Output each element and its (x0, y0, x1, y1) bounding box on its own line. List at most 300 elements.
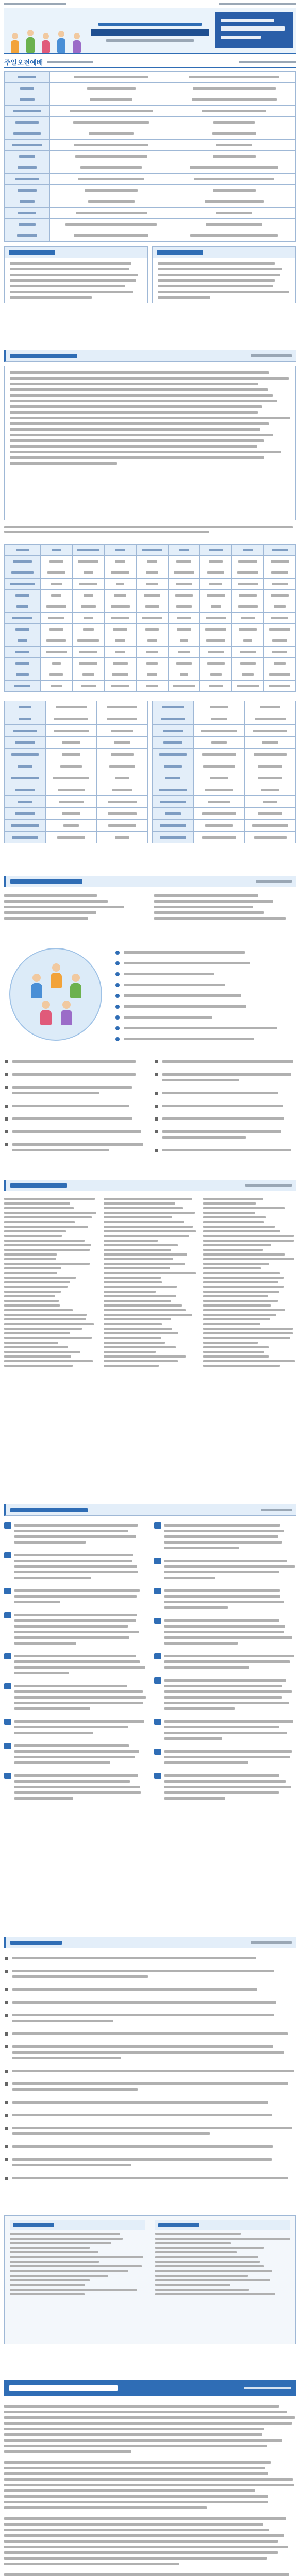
table-cell (200, 669, 232, 681)
text-line (158, 274, 280, 276)
text-line (263, 801, 277, 803)
text-line (14, 1524, 138, 1527)
item-text (12, 2098, 296, 2107)
ministry-list-item (115, 990, 296, 1001)
table-cell (245, 749, 296, 760)
text-line (10, 2265, 142, 2267)
table-cell (105, 647, 137, 658)
sub-box-text (10, 2233, 145, 2295)
section-header (4, 350, 296, 362)
table-cell (173, 94, 296, 106)
item-text (12, 1083, 146, 1097)
figure-icon (26, 30, 35, 53)
item-text (12, 1101, 146, 1110)
table-cell (105, 545, 137, 556)
table-cell (169, 635, 201, 647)
table-cell (105, 681, 137, 692)
text-line (48, 617, 64, 619)
table-row (5, 162, 296, 174)
text-line (144, 594, 161, 597)
table-cell (46, 820, 97, 832)
bullet-icon (115, 994, 120, 998)
text-line (269, 673, 290, 676)
list-item (4, 2066, 296, 2075)
number-badge (154, 1653, 161, 1659)
text-line (203, 1351, 264, 1353)
table-cell (173, 117, 296, 128)
item-text (12, 1954, 296, 1962)
bullet-icon (5, 2070, 8, 2073)
list-item (4, 1083, 146, 1097)
text-line (164, 1619, 279, 1622)
list-item (4, 2042, 296, 2062)
text-line (62, 741, 81, 744)
text-line (4, 526, 293, 528)
number-badge (4, 1612, 11, 1618)
list-item (4, 1551, 146, 1582)
text-line (164, 1726, 279, 1728)
text-line (20, 200, 34, 203)
text-line (4, 2472, 268, 2475)
text-line (164, 1737, 222, 1740)
text-line (10, 279, 136, 282)
table-cell (153, 749, 194, 760)
text-line (164, 1589, 280, 1592)
text-line (14, 1786, 140, 1788)
text-line (164, 1690, 292, 1693)
text-line (4, 2467, 265, 2469)
text-line (4, 1304, 60, 1307)
text-line (203, 1360, 295, 1362)
item-text (14, 1741, 146, 1767)
text-line (18, 166, 36, 169)
text-line (104, 1295, 176, 1297)
text-line (269, 685, 290, 687)
number-badge (154, 1749, 161, 1755)
table-cell (194, 820, 245, 832)
text-line (104, 1249, 171, 1251)
text-line (10, 383, 258, 385)
text-line (4, 1230, 66, 1232)
table-cell (46, 749, 97, 760)
list-item (4, 2079, 296, 2094)
meeting-list (4, 891, 296, 923)
item-text (14, 1717, 146, 1737)
text-line (254, 836, 287, 839)
text-line (107, 718, 137, 720)
text-line (104, 1365, 159, 1367)
table-cell (232, 601, 264, 613)
text-line (4, 1332, 70, 1334)
text-line (203, 765, 235, 768)
text-line (252, 824, 288, 827)
number-badge (154, 1558, 161, 1564)
bullet-icon (5, 2082, 8, 2086)
text-line (12, 2057, 121, 2059)
table-row (5, 185, 296, 196)
text-line (82, 673, 94, 676)
text-line (10, 2284, 85, 2286)
text-line (111, 571, 129, 574)
item-text (12, 1114, 146, 1123)
text-line (4, 2489, 255, 2492)
text-line (62, 753, 81, 756)
text-line (203, 1314, 276, 1316)
text-line (155, 2270, 272, 2272)
text-line (12, 1149, 109, 1151)
item-text (12, 2011, 296, 2025)
text-line (15, 594, 29, 597)
worship-order-table (4, 71, 296, 242)
section-title (10, 879, 82, 884)
text-line (213, 121, 255, 124)
text-line (203, 1309, 285, 1311)
text-line (4, 2422, 292, 2425)
table-cell (73, 624, 105, 635)
list-item (4, 1967, 296, 1981)
table-cell (105, 556, 137, 567)
bullet-icon (5, 2145, 8, 2148)
text-line (104, 1309, 186, 1311)
table-cell (97, 772, 148, 784)
text-line (238, 605, 258, 608)
text-line (14, 1660, 140, 1663)
number-badge (4, 1552, 11, 1558)
table-row (5, 590, 296, 601)
text-line (14, 1614, 137, 1616)
text-line (210, 777, 229, 779)
table-cell (169, 624, 201, 635)
text-line (10, 428, 260, 431)
section-title (10, 1508, 88, 1512)
item-text (162, 1089, 296, 1097)
text-line (164, 1791, 279, 1794)
text-line (205, 200, 264, 203)
text-line (11, 824, 39, 827)
text-line (20, 98, 35, 101)
text-line (15, 121, 39, 124)
text-line (164, 1625, 285, 1628)
text-line (158, 268, 282, 270)
text-line (104, 1253, 187, 1256)
list-item (4, 1652, 146, 1677)
table-cell (46, 737, 97, 749)
text-line (13, 730, 37, 732)
table-cell (264, 545, 296, 556)
table-cell (245, 796, 296, 808)
text-line (158, 285, 273, 287)
item-text (14, 1611, 146, 1648)
text-line (4, 1226, 88, 1228)
table-cell (137, 613, 169, 624)
text-line (12, 2014, 274, 2016)
article-body (4, 2402, 296, 2576)
table-cell (41, 624, 73, 635)
bullet-icon (115, 1015, 120, 1020)
text-line (12, 2032, 288, 2035)
text-line (155, 2289, 249, 2291)
text-line (164, 1530, 284, 1532)
text-line (164, 1702, 289, 1704)
item-text (162, 1057, 296, 1066)
sub-box-column (10, 2220, 145, 2340)
text-line (209, 583, 222, 585)
table-row (5, 796, 148, 808)
text-line (70, 110, 153, 112)
table-row (5, 647, 296, 658)
table-cell (169, 681, 201, 692)
numbered-list-right (154, 1521, 296, 1807)
table-cell (137, 579, 169, 590)
table-cell (200, 681, 232, 692)
table-cell (97, 737, 148, 749)
text-line (4, 1221, 75, 1223)
list-item (4, 2011, 296, 2025)
text-line (4, 2534, 284, 2537)
item-text (12, 1967, 296, 1981)
text-line (176, 605, 192, 608)
table-cell (232, 579, 264, 590)
text-line (4, 2428, 264, 2430)
text-line (274, 605, 286, 608)
table-cell (97, 760, 148, 772)
table-cell (50, 196, 173, 208)
table-cell (50, 83, 173, 94)
text-line (203, 1216, 266, 1218)
table-row (5, 117, 296, 128)
table-cell (5, 72, 50, 83)
text-line (13, 560, 32, 563)
table-cell (97, 808, 148, 820)
church-name-line (221, 19, 274, 22)
bullet-icon (5, 2114, 8, 2117)
table-cell (153, 737, 194, 749)
number-badge (4, 1773, 11, 1779)
text-line (207, 594, 225, 597)
text-line (147, 560, 158, 563)
text-line (213, 155, 256, 158)
sub-box-header (155, 2220, 290, 2230)
list-item (4, 2124, 296, 2138)
text-line (12, 1086, 132, 1089)
item-text (164, 1556, 296, 1582)
text-line (203, 1286, 284, 1288)
table-cell (264, 635, 296, 647)
item-text (164, 1652, 296, 1672)
text-line (164, 1666, 249, 1669)
text-line (85, 189, 138, 192)
table-cell (264, 681, 296, 692)
table-cell (97, 820, 148, 832)
table-cell (5, 196, 50, 208)
table-cell (194, 808, 245, 820)
text-line (203, 1267, 261, 1269)
text-line (10, 439, 264, 442)
text-line (175, 594, 193, 597)
table-cell (173, 208, 296, 219)
text-line (180, 639, 188, 642)
table-cell (41, 681, 73, 692)
text-line (4, 531, 209, 533)
table-cell (5, 658, 41, 669)
text-line (10, 2238, 123, 2240)
text-line (14, 1672, 69, 1674)
text-line (162, 1060, 293, 1063)
text-line (4, 1351, 80, 1353)
text-line (4, 1253, 57, 1256)
table-cell (264, 613, 296, 624)
text-line (203, 1365, 280, 1367)
table-cell (245, 832, 296, 843)
text-line (237, 571, 258, 574)
text-line (164, 1750, 292, 1753)
text-line (87, 87, 136, 90)
item-text (14, 1551, 146, 1582)
list-item (154, 1114, 296, 1123)
text-line (261, 789, 278, 791)
meeting-list-right (154, 891, 296, 923)
text-line (12, 2145, 273, 2148)
table-cell (5, 162, 50, 174)
text-line (12, 2101, 268, 2104)
text-line (12, 1975, 148, 1978)
text-line (202, 110, 266, 112)
reading-column (203, 1195, 296, 1369)
table-cell (264, 601, 296, 613)
text-line (10, 2279, 90, 2281)
bullet-icon (115, 1037, 120, 1041)
bullet-icon (155, 1105, 158, 1108)
table-cell (232, 635, 264, 647)
text-line (203, 1221, 264, 1223)
table-cell (173, 174, 296, 185)
text-line (211, 718, 227, 720)
text-line (81, 605, 96, 608)
bullet-icon (5, 1957, 8, 1960)
info-box-header (153, 247, 295, 258)
text-line (18, 212, 36, 214)
text-line (52, 549, 62, 551)
text-line (147, 639, 157, 642)
text-line (12, 2132, 210, 2135)
table-cell (41, 545, 73, 556)
ministry-list-item (115, 958, 296, 969)
table-cell (137, 669, 169, 681)
table-cell (5, 567, 41, 579)
text-line (4, 1244, 91, 1246)
table-cell (50, 140, 173, 151)
text-line (162, 1117, 284, 1120)
text-line (10, 2289, 137, 2291)
text-line (12, 1970, 274, 1972)
table-cell (153, 713, 194, 725)
text-line (124, 1027, 277, 1029)
text-line (164, 1547, 239, 1549)
text-line (115, 777, 129, 779)
ministry-list-item (115, 1001, 296, 1012)
table-cell (105, 601, 137, 613)
section-note (251, 354, 292, 357)
list-item (4, 1741, 146, 1767)
table-cell (5, 579, 41, 590)
table-cell (73, 647, 105, 658)
text-line (14, 1601, 60, 1603)
table-cell (200, 590, 232, 601)
text-line (104, 1342, 165, 1344)
text-line (239, 594, 257, 597)
list-item (154, 1556, 296, 1582)
text-line (78, 560, 98, 563)
worship-title-bar (4, 57, 296, 68)
text-line (165, 777, 180, 779)
text-line (203, 1300, 278, 1302)
text-line (104, 1263, 185, 1265)
bullet-icon (115, 951, 120, 955)
text-line (203, 1346, 269, 1348)
table-cell (105, 590, 137, 601)
bullet-icon (5, 1060, 8, 1063)
table-cell (46, 832, 97, 843)
text-line (164, 1761, 248, 1764)
text-line (112, 789, 132, 791)
text-line (113, 628, 128, 631)
table-row (5, 545, 296, 556)
bullet-icon (155, 1060, 158, 1063)
text-line (238, 583, 258, 585)
text-line (202, 812, 236, 815)
list-item (4, 1114, 146, 1123)
text-line (90, 98, 132, 101)
table-cell (264, 669, 296, 681)
text-line (12, 1957, 256, 1959)
worship-note-text (239, 61, 296, 63)
text-line (209, 685, 224, 687)
text-line (179, 549, 188, 551)
table-cell (194, 749, 245, 760)
list-item (4, 2174, 296, 2182)
table-cell (50, 117, 173, 128)
text-line (57, 836, 85, 839)
table-cell (153, 796, 194, 808)
text-line (4, 1355, 71, 1358)
text-line (115, 651, 125, 653)
text-line (146, 651, 158, 653)
people-illustration (7, 11, 85, 53)
text-line (104, 1300, 171, 1302)
table-row (5, 749, 148, 760)
table-cell (5, 230, 50, 242)
item-text (12, 1057, 146, 1066)
table-row (5, 820, 148, 832)
text-line (13, 110, 41, 112)
text-line (260, 706, 280, 708)
text-line (10, 405, 262, 408)
table-row (153, 772, 296, 784)
list-item (4, 1521, 146, 1547)
text-line (10, 371, 269, 374)
text-line (159, 753, 187, 756)
table-cell (73, 567, 105, 579)
text-line (155, 2293, 275, 2295)
table-cell (41, 579, 73, 590)
text-line (194, 178, 274, 180)
text-line (14, 1780, 130, 1783)
table-cell (97, 725, 148, 737)
table-cell (5, 624, 41, 635)
text-line (155, 2279, 270, 2281)
text-line (203, 1332, 293, 1334)
item-text (14, 1652, 146, 1677)
